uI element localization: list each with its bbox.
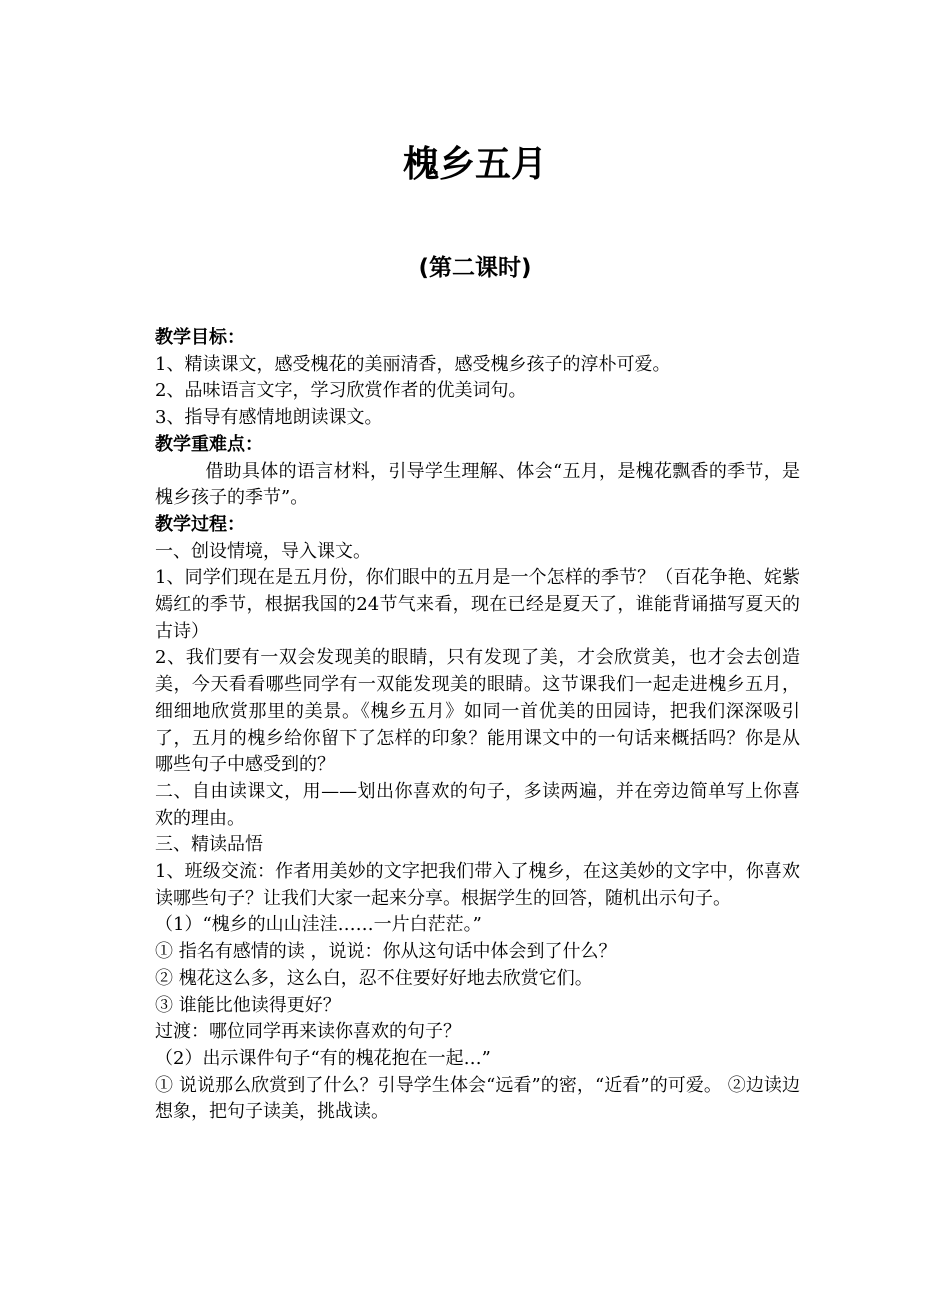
process-paragraph: （1）“槐乡的山山洼洼……一片白茫茫。” bbox=[155, 914, 482, 936]
goals-heading: 教学目标： bbox=[155, 327, 245, 348]
process-heading: 教学过程： bbox=[155, 513, 245, 535]
process-paragraph: 一、创设情境，导入课文。 bbox=[155, 540, 371, 562]
process-paragraph: 2、我们要有一双会发现美的眼睛，只有发现了美，才会欣赏美，也才会去创造美，今天看看哪些同学有一双能发现美的眼睛。这节课我们一起走进槐乡五月，细细地欣赏那里的美景。《槐乡五月》如同一首优美的田园诗，把我们深深吸引了，五月的槐乡给你留下了怎样的印象？能用课文中的一句话来概括吗？你是从哪些句子中感受到的？ bbox=[155, 647, 800, 776]
process-paragraph: 三、精读品悟 bbox=[155, 834, 263, 856]
process-paragraph: 二、自由读课文，用——划出你喜欢的句子，多读两遍，并在旁边简单写上你喜欢的理由。 bbox=[155, 780, 800, 829]
process-paragraph: ① 指名有感情的读 ，说说：你从这句话中体会到了什么？ bbox=[155, 941, 617, 963]
process-paragraph: 1、同学们现在是五月份，你们眼中的五月是一个怎样的季节？（百花争艳、姹紫嫣红的季节，根据我国的24节气来看，现在已经是夏天了，谁能背诵描写夏天的古诗） bbox=[155, 567, 800, 642]
document-subtitle: (第二课时) bbox=[418, 255, 532, 281]
process-paragraph: 1、班级交流：作者用美妙的文字把我们带入了槐乡，在这美妙的文字中，你喜欢读哪些句子？让我们大家一起来分享。根据学生的回答，随机出示句子。 bbox=[155, 861, 800, 909]
process-paragraph: （2）出示课件句子“有的槐花抱在一起…” bbox=[155, 1047, 491, 1069]
key-points-text: 借助具体的语言材料，引导学生理解、体会“五月，是槐花飘香的季节，是槐乡孩子的季节”。 bbox=[155, 460, 800, 509]
process-paragraph: ① 说说那么欣赏到了什么？引导学生体会“远看”的密，“近看”的可爱。 ②边读边想象，把句子读美，挑战读。 bbox=[155, 1074, 800, 1123]
goal-item: 3、指导有感情地朗读课文。 bbox=[155, 407, 383, 429]
key-points-heading: 教学重难点： bbox=[155, 433, 263, 455]
process-paragraph: 过渡：哪位同学再来读你喜欢的句子？ bbox=[155, 1021, 461, 1043]
process-paragraph: ③ 谁能比他读得更好？ bbox=[155, 994, 341, 1016]
process-paragraph: ② 槐花这么多，这么白，忍不住要好好地去欣赏它们。 bbox=[155, 967, 593, 989]
document-title: 槐乡五月 bbox=[402, 144, 547, 185]
goal-item: 1、精读课文，感受槐花的美丽清香，感受槐乡孩子的淳朴可爱。 bbox=[155, 353, 671, 375]
document-body bbox=[155, 325, 800, 1126]
goal-item: 2、品味语言文字，学习欣赏作者的优美词句。 bbox=[155, 380, 527, 402]
